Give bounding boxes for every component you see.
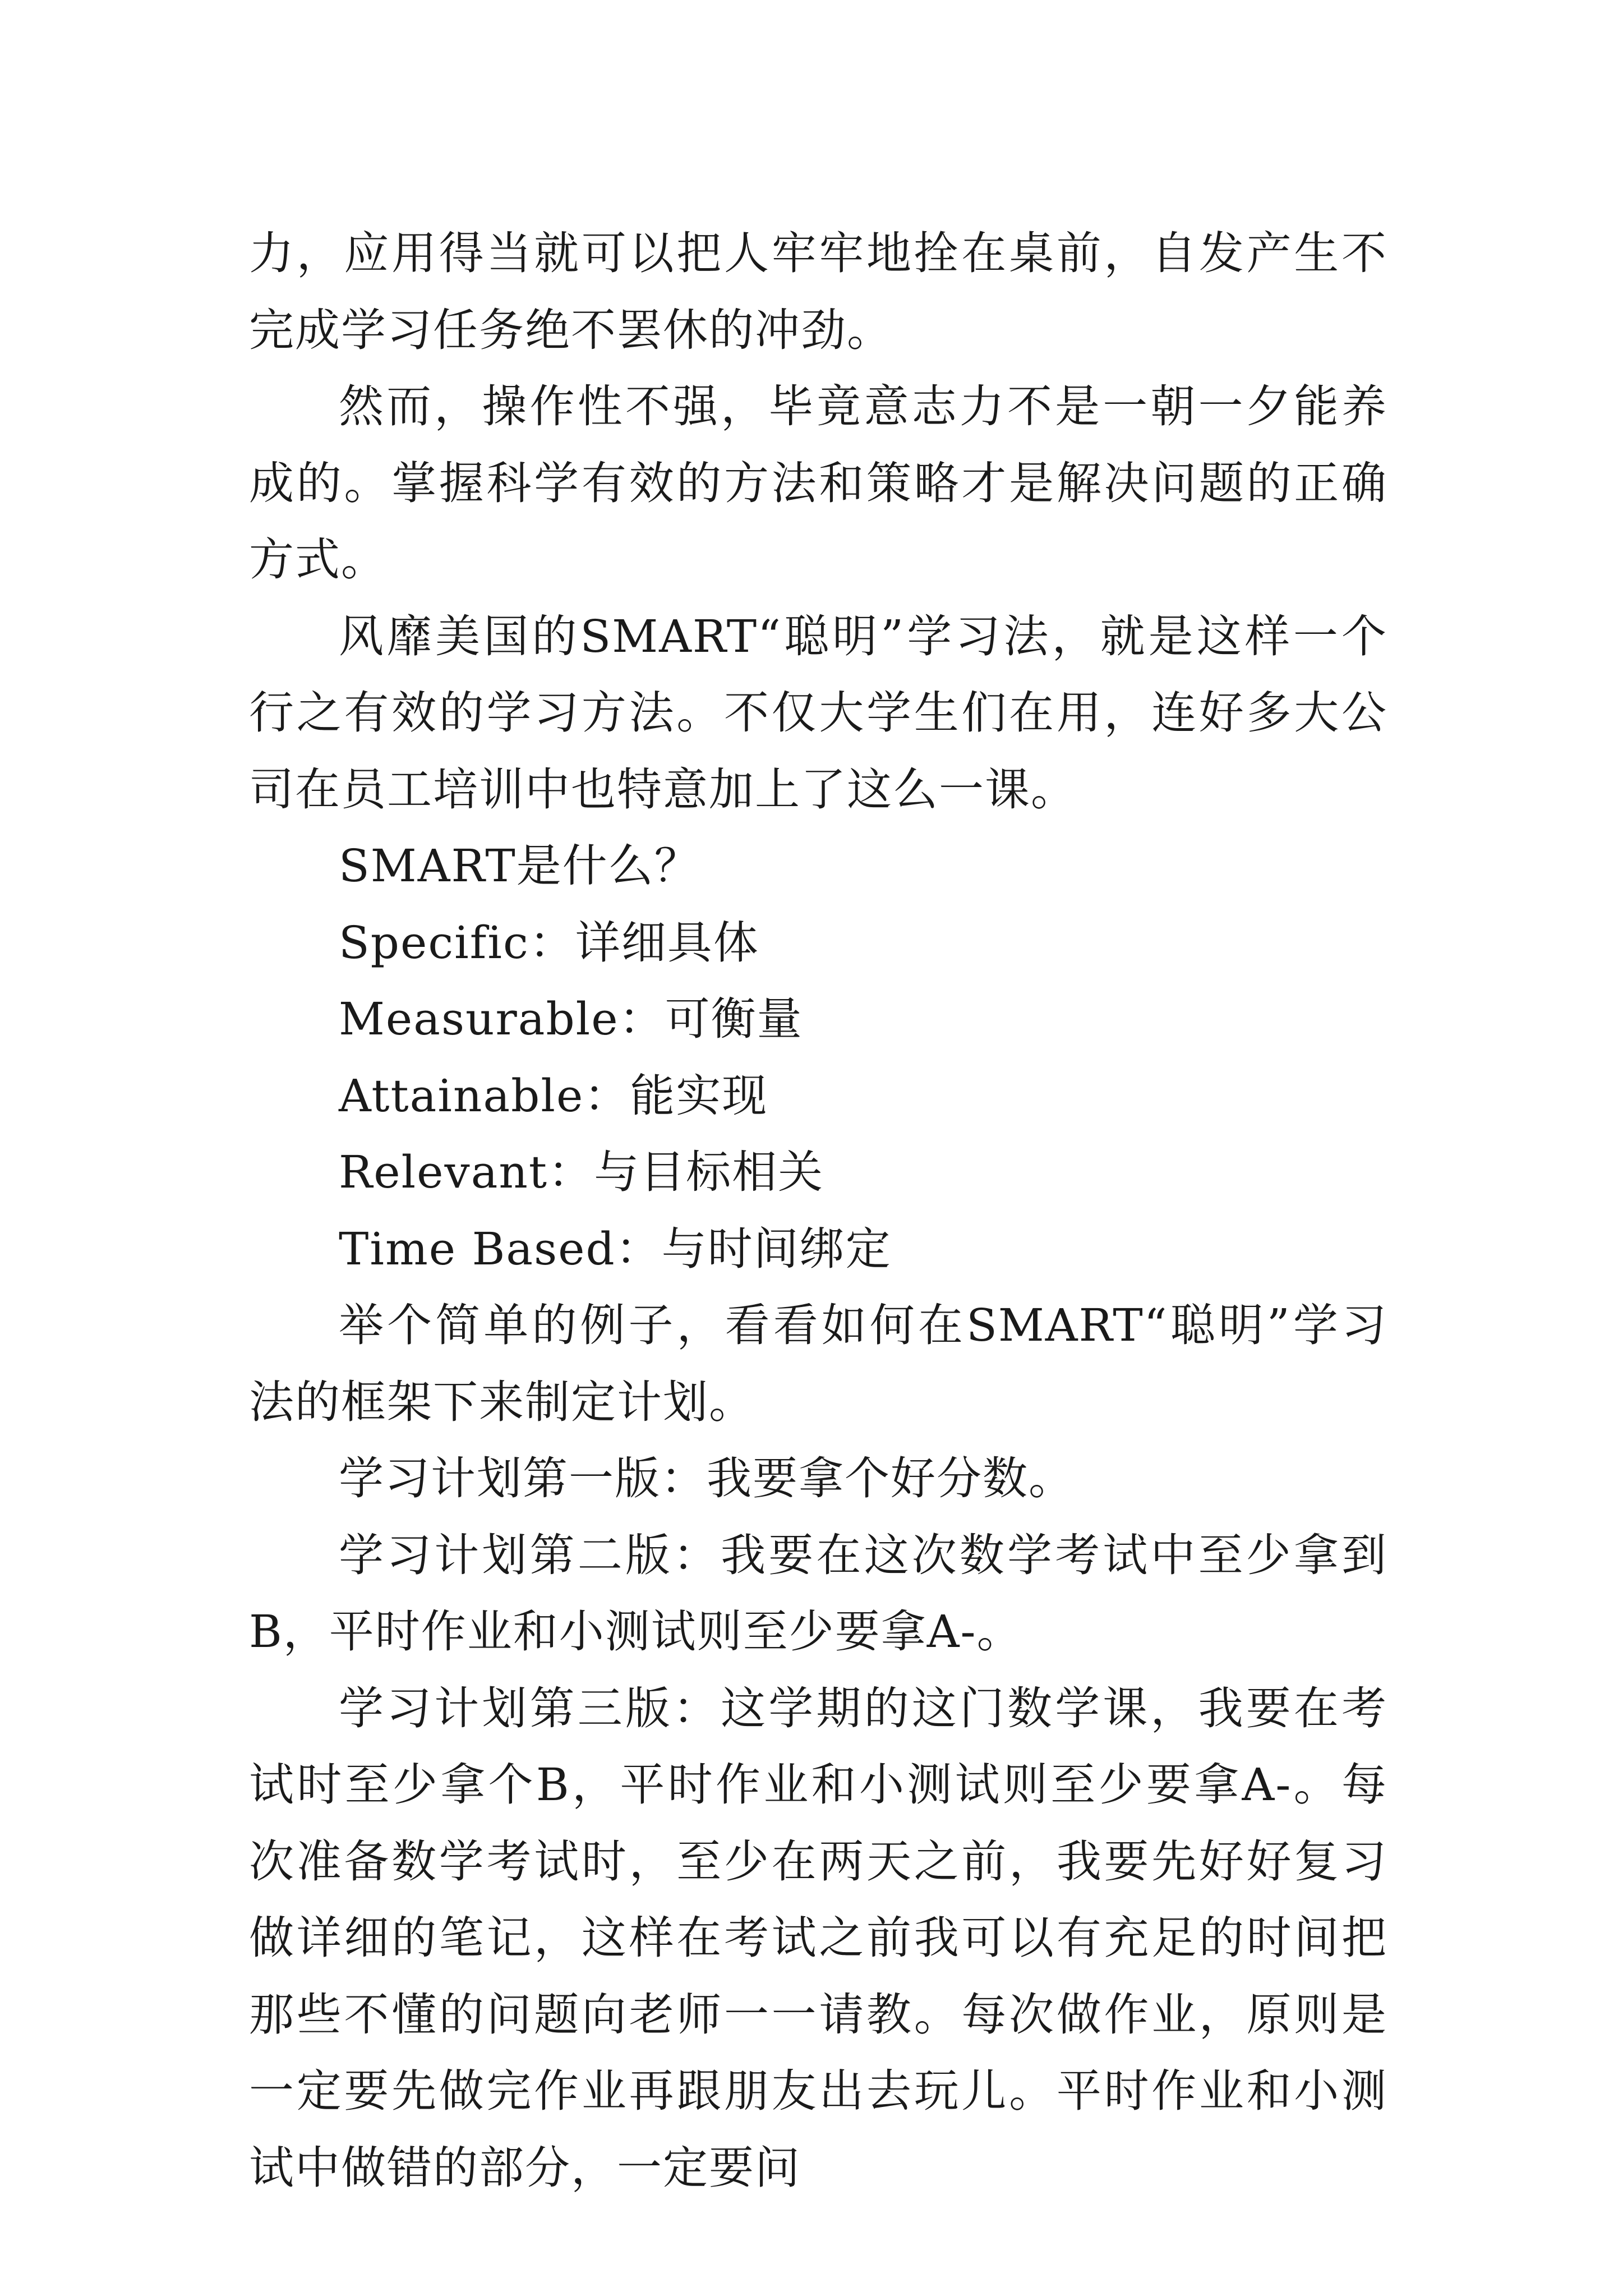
smart-item-time-based: Time Based：与时间绑定	[339, 1222, 892, 1275]
plan-version-2: 学习计划第二版：我要在这次数学考试中至少拿到B，平时作业和小测试则至少要拿A-。	[249, 1529, 1387, 1658]
smart-item-measurable: Measurable：可衡量	[339, 993, 803, 1045]
plan-version-1: 学习计划第一版：我要拿个好分数。	[339, 1452, 1075, 1504]
smart-item-relevant: Relevant：与目标相关	[339, 1146, 824, 1198]
paragraph-continuation: 力，应用得当就可以把人牢牢地拴在桌前，自发产生不完成学习任务绝不罢休的冲劲。	[249, 227, 1387, 356]
smart-question: SMART是什么？	[339, 840, 700, 892]
paragraph-smart-intro: 风靡美国的SMART“聪明”学习法，就是这样一个行之有效的学习方法。不仅大学生们在用，连好多大公司在员工培训中也特意加上了这么一课。	[249, 610, 1387, 816]
plan-version-3: 学习计划第三版：这学期的这门数学课，我要在考试时至少拿个B，平时作业和小测试则至少要拿A-。每次准备数学考试时，至少在两天之前，我要先好好复习做详细的笔记，这样在考试之前我可以有充足的时间把那些不懂的问题向老师一一请教。每次做作业，原则是一定要先做完作业再跟朋友出去玩儿。平时作业和小测试中做错的部分，一定要问	[249, 1682, 1387, 2194]
smart-item-attainable: Attainable：能实现	[339, 1069, 768, 1122]
paragraph-willpower: 然而，操作性不强，毕竟意志力不是一朝一夕能养成的。掌握科学有效的方法和策略才是解决问题的正确方式。	[249, 380, 1387, 586]
smart-item-specific: Specific：详细具体	[339, 916, 759, 969]
body-text	[249, 215, 1387, 2206]
paragraph-example: 举个简单的例子，看看如何在SMART“聪明”学习法的框架下来制定计划。	[249, 1299, 1387, 1428]
